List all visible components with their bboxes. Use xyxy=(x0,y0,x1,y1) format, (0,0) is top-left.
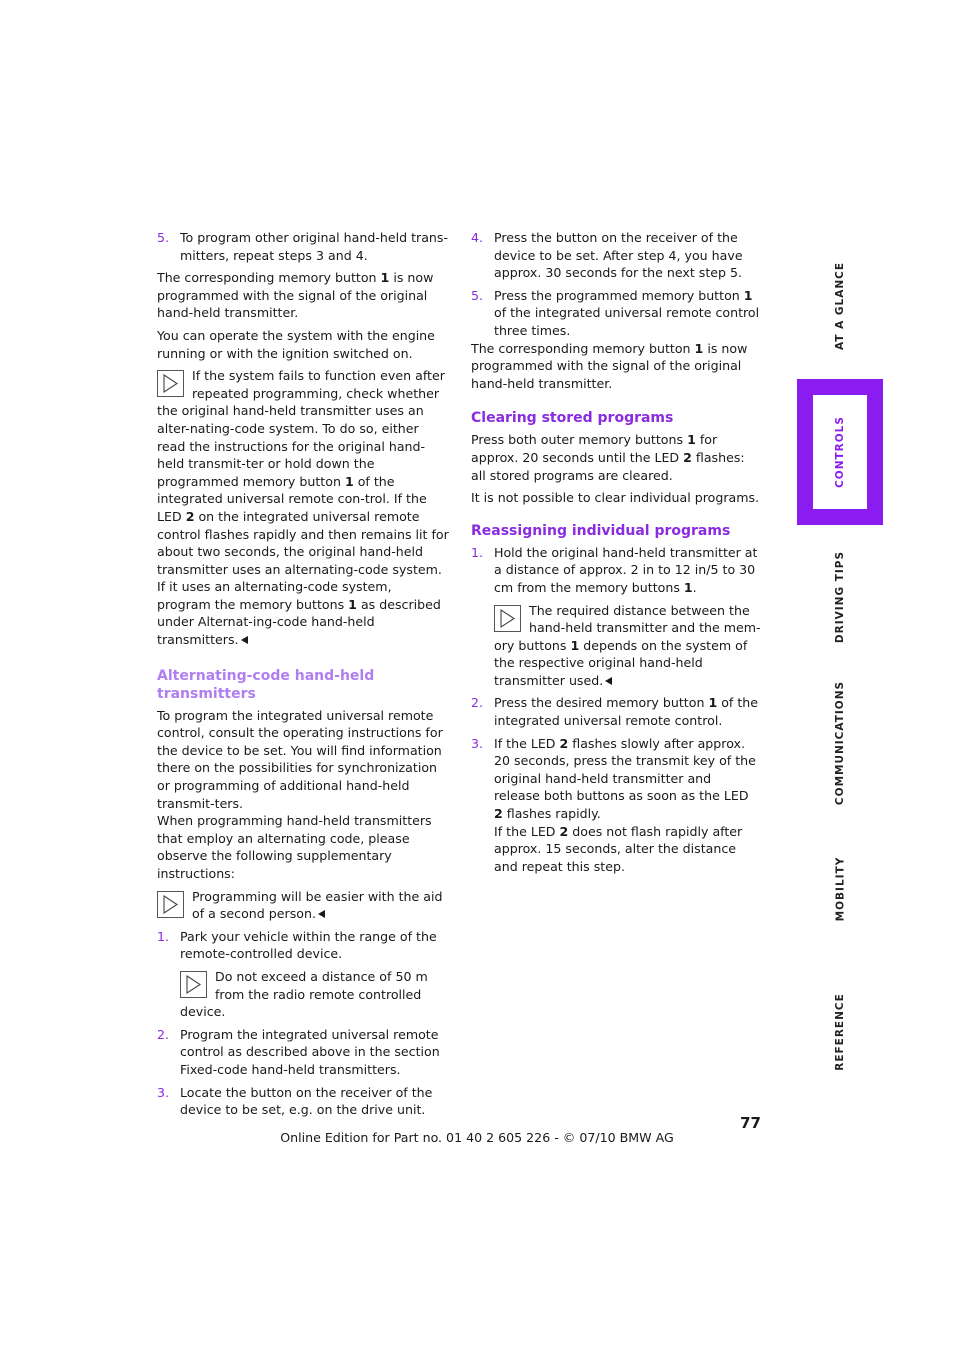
right-column xyxy=(471,229,761,880)
step-number: 3. xyxy=(471,735,484,751)
section-heading: Reassigning individual programs xyxy=(471,522,731,539)
tab-mobility[interactable]: MOBILITY xyxy=(834,856,846,922)
end-mark-icon xyxy=(241,636,248,644)
step-number: 1. xyxy=(471,544,484,560)
end-mark-icon xyxy=(605,677,612,685)
tab-controls[interactable]: CONTROLS xyxy=(813,395,867,509)
step-text: Press the button on the receiver of the device to be set. After step 4, you have approx. 30 seconds for the next step 5. xyxy=(494,230,743,281)
step-number: 1. xyxy=(157,928,170,944)
end-mark-icon xyxy=(318,910,325,918)
list-item xyxy=(471,229,761,282)
tab-communications[interactable]: COMMUNICATIONS xyxy=(834,680,846,806)
page-number: 77 xyxy=(740,1114,761,1132)
note-play-icon xyxy=(157,891,184,918)
paragraph: To program the integrated universal remote control, consult the operating instructions for the device to be set. You will find information there on the possibilities for synchronization or programming of additional hand-held transmit-ters. xyxy=(157,707,443,811)
step-text: To program other original hand-held trans-mitters, repeat steps 3 and 4. xyxy=(180,230,449,263)
step-number: 5. xyxy=(471,287,484,303)
note-play-icon xyxy=(494,605,521,632)
step-text: Locate the button on the receiver of the device to be set, e.g. on the drive unit. xyxy=(180,1084,433,1118)
step-number: 2. xyxy=(471,695,484,711)
step-number: 4. xyxy=(471,230,484,245)
note: If the system fails to function even after repeated programming, check whether the original hand-held transmitter uses an alter-nating-code system. To do so, either read the instructions for the original hand-held transmit-ter or hold down the programmed memory button 1 of the integrated universal remote con-trol. If the LED 2 on the integrated universal remote control flashes rapidly and then remains lit for about two seconds, the original hand-held transmitter uses an alternating-code system. If it uses an alternating-code system, program the memory buttons 1 as described under Alternat-ing-code hand-held transmitters. xyxy=(157,368,449,648)
paragraph: You can operate the system with the engine running or with the ignition switched on. xyxy=(157,327,435,361)
paragraph: It is not possible to clear individual programs. xyxy=(471,490,760,506)
note-play-icon xyxy=(157,370,184,397)
paragraph: Press both outer memory buttons 1 for approx. 20 seconds until the LED 2 flashes: all stored programs are cleared. xyxy=(471,432,745,483)
note: Do not exceed a distance of 50 m from the radio remote controlled device. xyxy=(180,968,428,1020)
step-text: Program the integrated universal remote control as described above in the section Fixed-code hand-held transmitters. xyxy=(180,1026,440,1077)
step-number: 3. xyxy=(157,1084,170,1100)
tab-driving-tips[interactable]: DRIVING TIPS xyxy=(834,550,847,644)
list-item: 1. Hold the original hand-held transmitter at a distance of approx. 2 in to 12 in/5 to 30 cm from the memory buttons 1. xyxy=(471,544,758,595)
list-item xyxy=(157,928,449,963)
note-play-icon xyxy=(180,971,207,998)
paragraph: The corresponding memory button 1 is now programmed with the signal of the original hand-held transmitter. xyxy=(157,270,434,321)
footer: Online Edition for Part no. 01 40 2 605 226 - © 07/10 BMW AG xyxy=(280,1130,674,1145)
tab-reference[interactable]: REFERENCE xyxy=(834,993,846,1071)
list-item xyxy=(157,1026,449,1079)
note: The required distance between the hand-held transmitter and the mem-ory buttons 1 depends on the system of the respective original hand-held transmitter used. xyxy=(494,602,761,688)
step-number: 5. xyxy=(157,230,170,245)
note: Programming will be easier with the aid of a second person. xyxy=(157,888,449,923)
list-item: 3. If the LED 2 flashes slowly after approx. 20 seconds, press the transmit key of the original hand-held transmitter and release both buttons as soon as the LED 2 flashes rapidly. If the LED 2 does not flash rapidly after approx. 15 seconds, alter the distance and repeat this step. xyxy=(471,735,756,874)
step-number: 2. xyxy=(157,1026,170,1042)
paragraph: When programming hand-held transmitters that employ an alternating code, please observe the following supplementary instructions: xyxy=(157,813,432,881)
list-item: 2. Press the desired memory button 1 of the integrated universal remote control. xyxy=(471,695,759,729)
left-column xyxy=(157,229,449,1124)
list-item xyxy=(157,229,449,264)
list-item xyxy=(157,1084,449,1119)
section-heading: Alternating-code hand-held transmitters xyxy=(157,667,375,702)
list-item: 5. Press the programmed memory button 1 of the integrated universal remote control three times. xyxy=(471,287,760,338)
section-heading: Clearing stored programs xyxy=(471,410,674,427)
paragraph: The corresponding memory button 1 is now programmed with the signal of the original hand-held transmitter. xyxy=(471,340,748,391)
step-text: Park your vehicle within the range of the remote-controlled device. xyxy=(180,928,437,962)
tab-at-a-glance[interactable]: AT A GLANCE xyxy=(834,261,847,351)
